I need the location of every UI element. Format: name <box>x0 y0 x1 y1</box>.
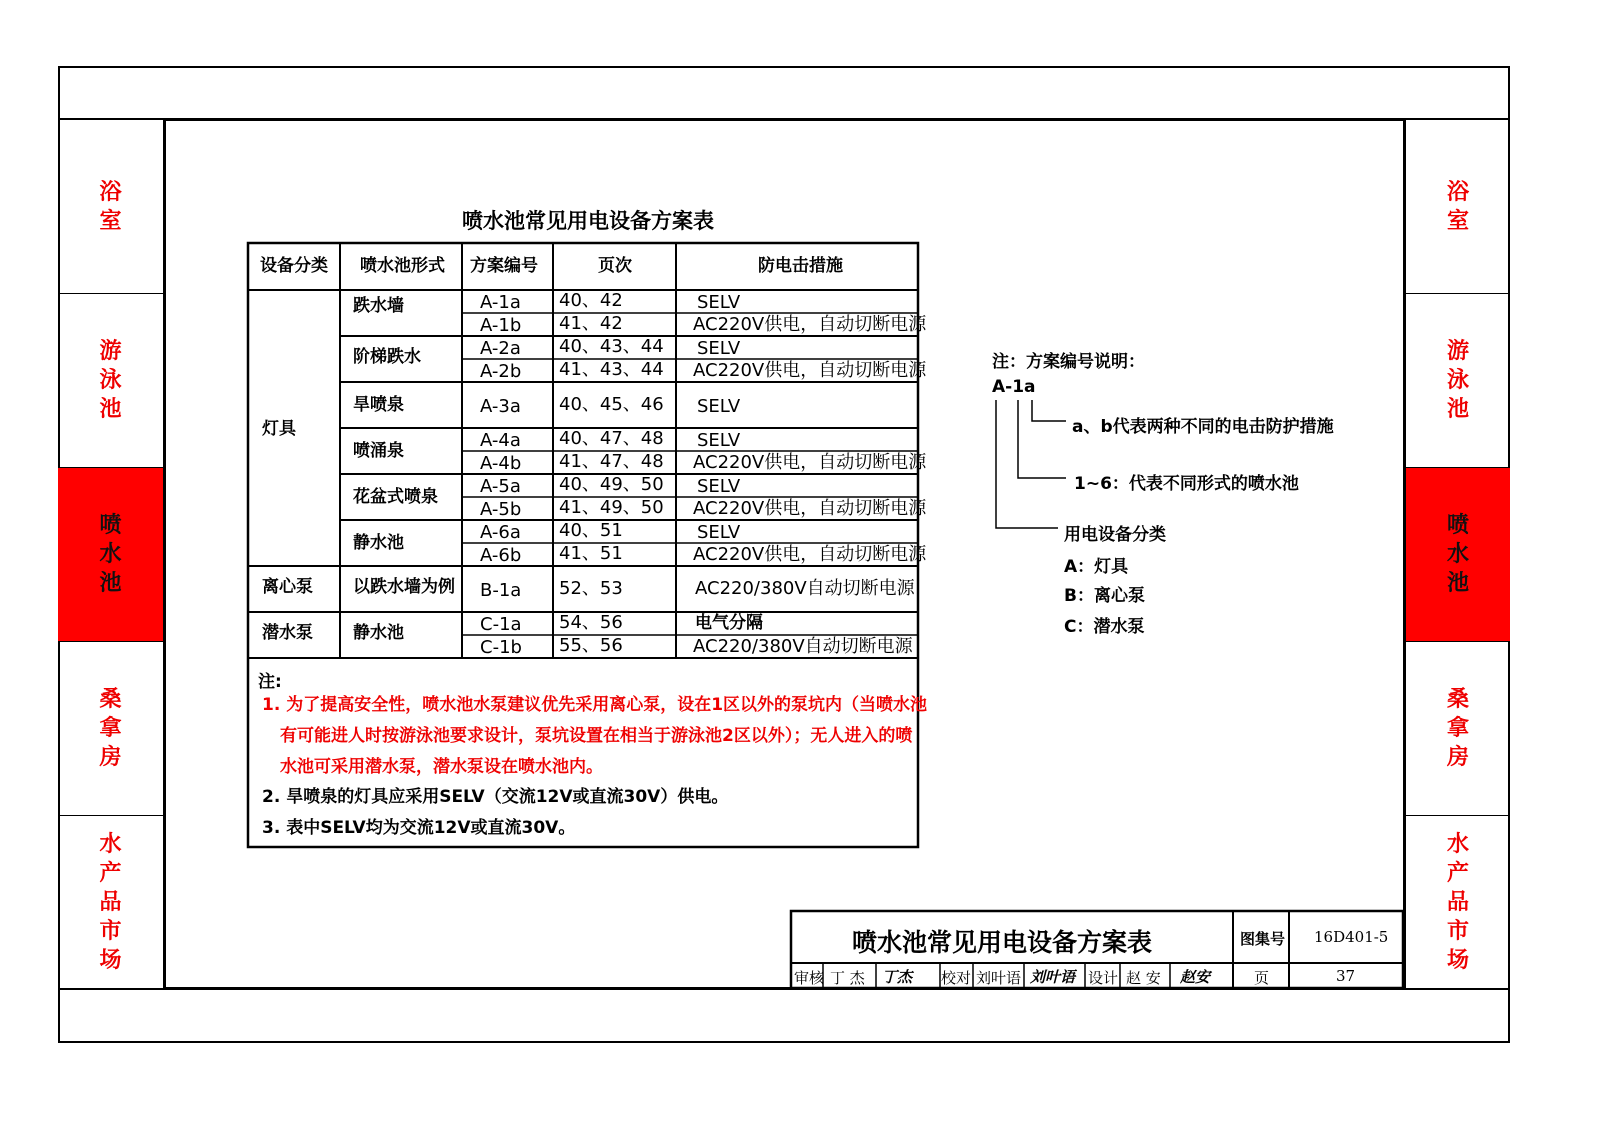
scheme-code: A-1b <box>480 315 522 336</box>
review-label: 审核 <box>794 969 825 987</box>
note-3: 3. 表中SELV均为交流12V或直流30V。 <box>262 818 576 838</box>
tab-label-char: 房 <box>99 745 122 770</box>
scheme-code: A-5a <box>480 476 521 497</box>
page-refs: 40、49、50 <box>559 474 664 495</box>
form-cell: 阶梯跌水 <box>353 347 421 367</box>
tab-label-char: 水 <box>1446 831 1469 857</box>
tab-label-char: 游 <box>99 339 122 364</box>
checker-name: 刘叶语 <box>976 969 1022 987</box>
page-label: 页 <box>1254 969 1270 987</box>
protection-measure: SELV <box>697 522 741 543</box>
tab-label-char: 浴 <box>99 179 122 205</box>
atlas-number: 16D401-5 <box>1314 928 1389 946</box>
tab-label-char: 拿 <box>1446 716 1469 741</box>
scheme-code: C-1b <box>480 637 522 658</box>
tab-label-char: 房 <box>1446 745 1469 770</box>
tab-label-char: 室 <box>1446 208 1469 234</box>
header-page: 页次 <box>598 256 632 276</box>
legend-title: 注：方案编号说明： <box>992 352 1145 372</box>
designer-name: 赵 安 <box>1126 969 1161 987</box>
header-category: 设备分类 <box>260 256 328 276</box>
protection-measure: 电气分隔 <box>695 613 763 633</box>
legend-line-3: 用电设备分类 <box>1064 525 1166 545</box>
page-refs: 40、47、48 <box>559 428 664 449</box>
page-refs: 40、45、46 <box>559 394 664 415</box>
page-refs: 52、53 <box>559 578 623 599</box>
tab-label-char: 市 <box>1446 918 1469 944</box>
page-refs: 54、56 <box>559 612 623 633</box>
category-cell: 潜水泵 <box>262 623 313 643</box>
page-refs: 41、47、48 <box>559 451 664 472</box>
legend-code: A-1a <box>992 377 1036 397</box>
reviewer-signature: 丁杰 <box>882 968 913 986</box>
page-refs: 41、43、44 <box>559 359 664 380</box>
note-2: 2. 旱喷泉的灯具应采用SELV（交流12V或直流30V）供电。 <box>262 787 729 807</box>
tab-label-char: 游 <box>1446 339 1469 364</box>
protection-measure: SELV <box>697 292 741 313</box>
protection-measure: AC220V供电，自动切断电源 <box>693 314 927 335</box>
page-refs: 40、42 <box>559 290 623 311</box>
header-scheme-no: 方案编号 <box>470 256 538 276</box>
form-cell: 喷涌泉 <box>353 441 404 461</box>
note-1-line-3: 水池可采用潜水泵，潜水泵设在喷水池内。 <box>280 757 603 777</box>
scheme-code: A-6b <box>480 545 522 566</box>
protection-measure: AC220V供电，自动切断电源 <box>693 452 927 473</box>
tab-label-char: 浴 <box>1446 179 1469 205</box>
legend-line-5: B：离心泵 <box>1064 586 1145 606</box>
tab-label-char: 室 <box>99 208 122 234</box>
protection-measure: SELV <box>697 430 741 451</box>
scheme-code: A-4a <box>480 430 521 451</box>
tab-label-char: 泳 <box>1446 368 1469 393</box>
checker-signature: 刘叶语 <box>1030 968 1076 986</box>
page-refs: 41、51 <box>559 543 623 564</box>
table-title: 喷水池常见用电设备方案表 <box>462 209 714 233</box>
protection-measure: AC220V供电，自动切断电源 <box>693 360 927 381</box>
tab-label-char: 拿 <box>99 716 122 741</box>
scheme-code: C-1a <box>480 614 522 635</box>
note-1-line-2: 有可能进人时按游泳池要求设计，泵坑设置在相当于游泳池2区以外）；无人进入的喷 <box>280 726 913 746</box>
reviewer-name: 丁 杰 <box>830 969 865 987</box>
form-cell: 静水池 <box>353 533 404 553</box>
note-1-line-1: 1. 为了提高安全性，喷水池水泵建议优先采用离心泵，设在1区以外的泵坑内（当喷水池 <box>262 695 928 715</box>
tab-label-char: 池 <box>1446 571 1469 596</box>
category-cell: 离心泵 <box>262 577 313 597</box>
legend-line-2: 1~6：代表不同形式的喷水池 <box>1074 474 1299 494</box>
scheme-code: A-4b <box>480 453 522 474</box>
legend-line-4: A：灯具 <box>1064 557 1129 577</box>
form-cell: 以跌水墙为例 <box>353 577 455 597</box>
tab-label-char: 池 <box>99 571 122 596</box>
protection-measure: AC220/380V自动切断电源 <box>693 636 913 657</box>
form-cell: 跌水墙 <box>353 296 404 316</box>
tab-label-char: 喷 <box>99 513 122 538</box>
scheme-code: A-6a <box>480 522 521 543</box>
page-refs: 41、42 <box>559 313 623 334</box>
tab-label-char: 市 <box>99 918 122 944</box>
tab-label-char: 品 <box>99 889 122 915</box>
legend-line-1: a、b代表两种不同的电击防护措施 <box>1072 417 1334 437</box>
tab-label-char: 产 <box>1446 860 1469 886</box>
page-number: 37 <box>1336 967 1356 985</box>
protection-measure: AC220V供电，自动切断电源 <box>693 544 927 565</box>
tab-label-char: 场 <box>1446 947 1469 973</box>
scheme-code: A-5b <box>480 499 522 520</box>
check-label: 校对 <box>941 969 972 987</box>
protection-measure: AC220/380V自动切断电源 <box>695 578 915 599</box>
tab-label-char: 喷 <box>1446 513 1469 538</box>
atlas-label: 图集号 <box>1240 930 1286 948</box>
tab-label-char: 水 <box>99 831 122 857</box>
form-cell: 静水池 <box>353 623 404 643</box>
design-label: 设计 <box>1088 969 1119 987</box>
category-cell: 灯具 <box>262 419 296 439</box>
protection-measure: SELV <box>697 476 741 497</box>
tab-label-char: 水 <box>99 542 122 567</box>
tab-label-char: 场 <box>99 947 122 973</box>
notes-label: 注: <box>258 672 282 692</box>
form-cell: 花盆式喷泉 <box>353 487 438 507</box>
scheme-code: A-3a <box>480 396 521 417</box>
scheme-code: A-2a <box>480 338 521 359</box>
scheme-code: A-2b <box>480 361 522 382</box>
protection-measure: SELV <box>697 338 741 359</box>
header-form: 喷水池形式 <box>360 256 445 276</box>
form-cell: 旱喷泉 <box>353 395 404 415</box>
tab-label-char: 池 <box>99 397 122 422</box>
title-block-title: 喷水池常见用电设备方案表 <box>852 928 1153 957</box>
legend-line-6: C：潜水泵 <box>1064 617 1145 637</box>
designer-signature: 赵安 <box>1180 968 1211 986</box>
tab-label-char: 桑 <box>1446 687 1469 712</box>
page-refs: 55、56 <box>559 635 623 656</box>
tab-label-char: 水 <box>1446 542 1469 567</box>
page-refs: 40、43、44 <box>559 336 664 357</box>
tab-label-char: 产 <box>99 860 122 886</box>
tab-label-char: 品 <box>1446 889 1469 915</box>
scheme-code: A-1a <box>480 292 521 313</box>
header-protection: 防电击措施 <box>758 256 843 276</box>
page-refs: 40、51 <box>559 520 623 541</box>
protection-measure: AC220V供电，自动切断电源 <box>693 498 927 519</box>
tab-label-char: 桑 <box>99 687 122 712</box>
scheme-code: B-1a <box>480 580 522 601</box>
tab-label-char: 池 <box>1446 397 1469 422</box>
protection-measure: SELV <box>697 396 741 417</box>
page-refs: 41、49、50 <box>559 497 664 518</box>
tab-label-char: 泳 <box>99 368 122 393</box>
